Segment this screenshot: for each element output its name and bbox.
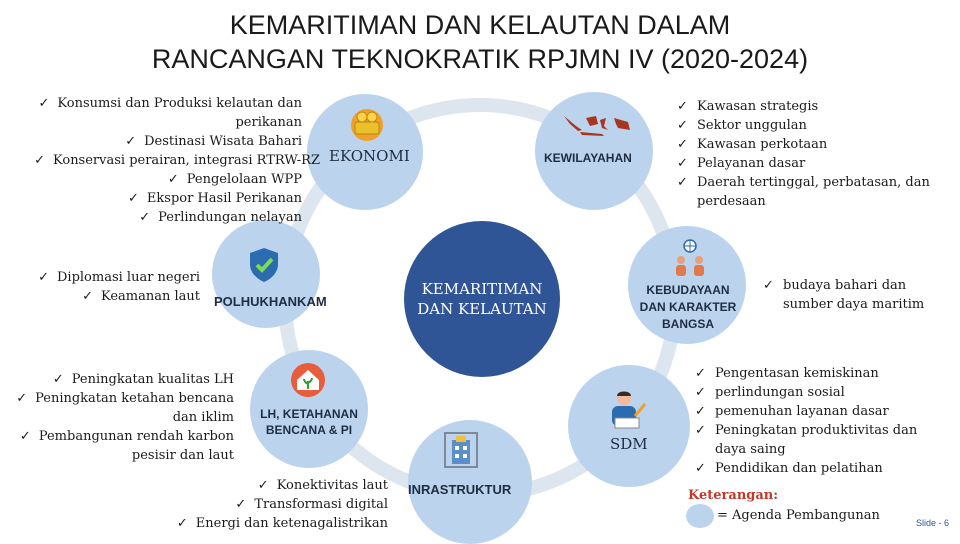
title-line-1: KEMARITIMAN DAN KELAUTAN DALAM [229, 10, 731, 40]
legend-swatch [686, 504, 714, 528]
checkmark-icon: ✓ [257, 478, 269, 493]
node-label-kewilayahan: KEWILAYAHAN [544, 151, 632, 165]
list-kebudayaan [763, 276, 943, 314]
list-item: ✓ Kawasan strategis [677, 99, 819, 114]
node-label-kebudayaan: KEBUDAYAAN DAN KARAKTER BANGSA [639, 283, 737, 331]
checkmark-icon: ✓ [677, 99, 688, 114]
list-item: ✓ perlindungan sosial [695, 385, 845, 400]
list-item: ✓ Transformasi digital [235, 497, 388, 512]
legend-heading: Keterangan: [688, 488, 779, 503]
list-item: ✓ Konsumsi dan Produksi kelautan dan perikanan [38, 96, 302, 130]
title-line-2: RANCANGAN TEKNOKRATIK RPJMN IV (2020-2024) [151, 44, 809, 74]
checkmark-icon: ✓ [763, 278, 774, 293]
checkmark-icon: ✓ [235, 497, 247, 512]
checkmark-icon: ✓ [38, 270, 49, 285]
list-lh [14, 370, 234, 465]
checkmark-icon: ✓ [82, 289, 93, 304]
list-item: ✓ Sektor unggulan [677, 118, 807, 133]
indonesia-map-icon [562, 112, 632, 138]
checkmark-icon: ✓ [695, 385, 706, 400]
shield-check-icon [247, 246, 281, 284]
list-item: ✓ Kawasan perkotaan [677, 137, 828, 152]
checkmark-icon: ✓ [677, 118, 688, 133]
list-item: ✓ Ekspor Hasil Perikanan [128, 191, 302, 206]
checkmark-icon: ✓ [677, 175, 688, 190]
list-item: ✓ Energi dan ketenagalistrikan [176, 516, 388, 531]
coins-icon [349, 108, 385, 142]
center-circle [404, 221, 560, 377]
center-label: KEMARITIMAN DAN KELAUTAN [417, 280, 547, 318]
checkmark-icon: ✓ [167, 172, 179, 187]
list-item: ✓ Daerah tertinggal, perbatasan, dan perdesaan [677, 175, 930, 209]
list-item: ✓ Pendidikan dan pelatihan [695, 461, 883, 476]
list-polhukhankam [0, 268, 200, 306]
list-item: ✓ Destinasi Wisata Bahari [125, 134, 302, 149]
node-label-polhukhankam: POLHUKHANKAM [214, 294, 327, 309]
city-icon [444, 432, 478, 468]
house-plant-icon [288, 362, 328, 398]
list-item: ✓ pemenuhan layanan dasar [695, 404, 889, 419]
list-item: ✓ Pembangunan rendah karbon pesisir dan laut [19, 429, 234, 463]
checkmark-icon: ✓ [695, 423, 706, 438]
list-item: ✓ Diplomasi luar negeri [38, 270, 200, 285]
checkmark-icon: ✓ [695, 461, 706, 476]
checkmark-icon: ✓ [695, 366, 706, 381]
list-ekonomi [0, 94, 320, 227]
checkmark-icon: ✓ [128, 191, 139, 206]
checkmark-icon: ✓ [19, 429, 31, 444]
checkmark-icon: ✓ [139, 210, 151, 225]
list-item: ✓ Peningkatan ketahan bencana dan iklim [16, 391, 234, 425]
checkmark-icon: ✓ [695, 404, 706, 419]
list-infrastruktur [148, 476, 388, 533]
list-sdm [695, 364, 935, 478]
checkmark-icon: ✓ [176, 516, 188, 531]
list-item: ✓ Peningkatan produktivitas dan daya saing [695, 423, 918, 457]
people-globe-icon [672, 238, 708, 278]
list-item: ✓ Perlindungan nelayan [139, 210, 302, 225]
legend-text: = Agenda Pembangunan [717, 508, 880, 523]
list-item: ✓ Pelayanan dasar [677, 156, 806, 171]
list-kewilayahan [677, 97, 947, 211]
node-label-sdm: SDM [610, 435, 648, 453]
checkmark-icon: ✓ [16, 391, 28, 406]
slide-number: Slide - 6 [916, 518, 950, 528]
list-item: ✓ Peningkatan kualitas LH [52, 372, 234, 387]
node-label-infrastruktur: INRASTRUKTUR [408, 482, 512, 497]
list-item: ✓ Pengelolaan WPP [167, 172, 302, 187]
list-item: ✓ Keamanan laut [82, 289, 200, 304]
list-item: ✓ Konservasi perairan, integrasi RTRW-RZ [34, 153, 320, 168]
checkmark-icon: ✓ [52, 372, 64, 387]
list-item: ✓ Pengentasan kemiskinan [695, 366, 879, 381]
list-item: ✓ budaya bahari dan sumber daya maritim [763, 278, 925, 312]
checkmark-icon: ✓ [677, 137, 688, 152]
node-label-lh: LH, KETAHANAN BENCANA & PI [260, 407, 358, 437]
checkmark-icon: ✓ [125, 134, 137, 149]
checkmark-icon: ✓ [34, 153, 45, 168]
list-item: ✓ Konektivitas laut [257, 478, 388, 493]
node-label-ekonomi: EKONOMI [329, 147, 410, 165]
checkmark-icon: ✓ [677, 156, 688, 171]
person-writing-icon [607, 388, 647, 430]
checkmark-icon: ✓ [38, 96, 50, 111]
